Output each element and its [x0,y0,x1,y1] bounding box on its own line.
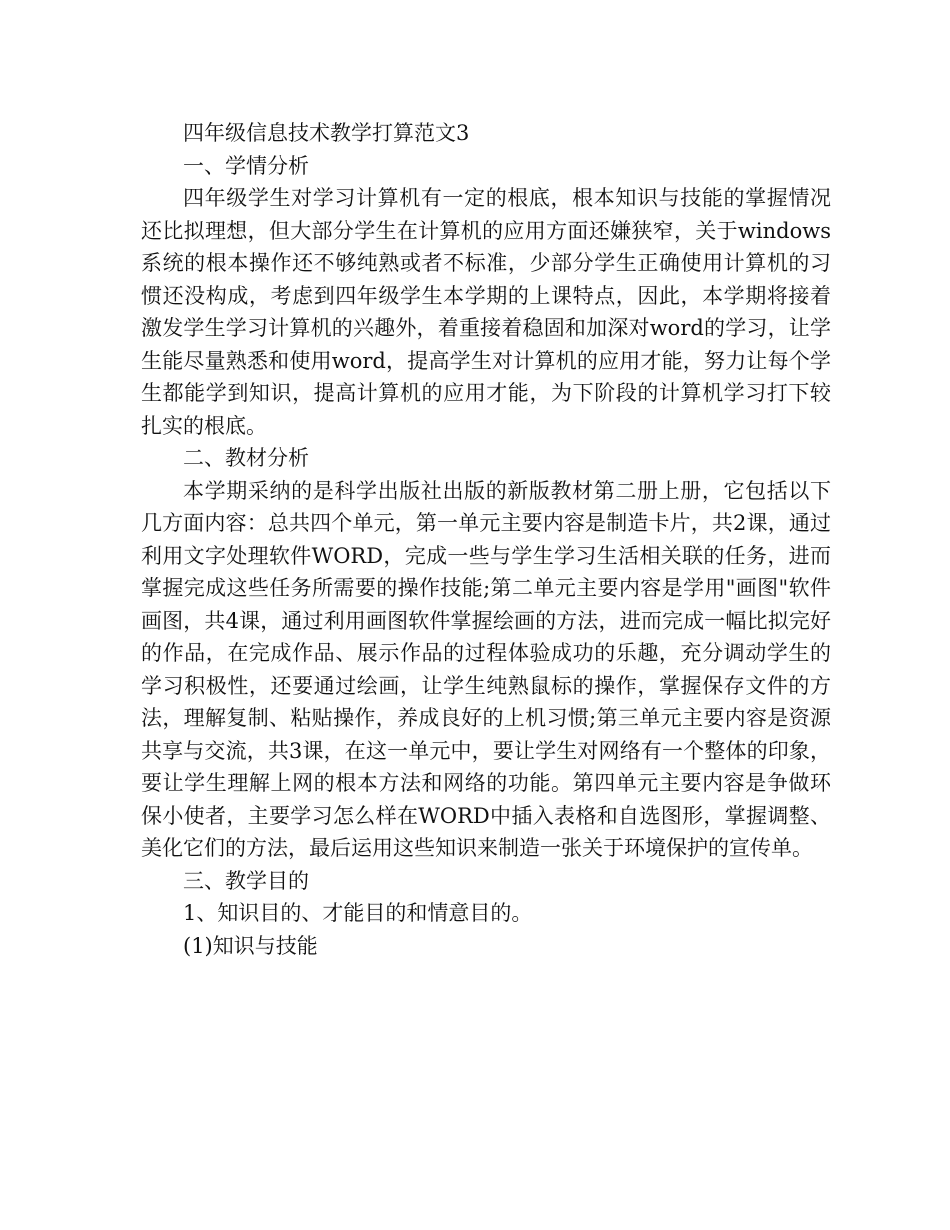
paragraph-learning-analysis: 四年级学生对学习计算机有一定的根底，根本知识与技能的掌握情况还比拟理想，但大部分学生在计算机的应用方面还嫌狭窄，关于windows系统的根本操作还不够纯熟或者不标准，少部分学生正确使用计算机的习惯还没构成，考虑到四年级学生本学期的上课特点，因此，本学期将接着激发学生学习计算机的兴趣外，着重接着稳固和加深对word的学习，让学生能尽量熟悉和使用word，提高学生对计算机的应用才能，努力让每个学生都能学到知识，提高计算机的应用才能，为下阶段的计算机学习打下较扎实的根底。 [141,186,831,438]
goal-item-1: 1、知识目的、才能目的和情意目的。 [183,901,533,925]
section-heading-teaching-goals: 三、教学目的 [183,868,309,893]
section-heading-learning-analysis: 一、学情分析 [183,153,309,178]
document-title: 四年级信息技术教学打算范文3 [183,121,470,145]
paragraph-textbook-analysis: 本学期采纳的是科学出版社出版的新版教材第二册上册，它包括以下几方面内容：总共四个单元，第一单元主要内容是制造卡片，共2课，通过利用文字处理软件WORD，完成一些与学生学习生活相关联的任务，进而掌握完成这些任务所需要的操作技能;第二单元主要内容是学用"画图"软件画图，共4课，通过利用画图软件掌握绘画的方法，进而完成一幅比拟完好的作品，在完成作品、展示作品的过程体验成功的乐趣，充分调动学生的学习积极性，还要通过绘画，让学生纯熟鼠标的操作，掌握保存文件的方法，理解复制、粘贴操作，养成良好的上机习惯;第三单元主要内容是资源共享与交流，共3课，在这一单元中，要让学生对网络有一个整体的印象，要让学生理解上网的根本方法和网络的功能。第四单元主要内容是争做环保小使者，主要学习怎么样在WORD中插入表格和自选图形，掌握调整、美化它们的方法，最后运用这些知识来制造一张关于环境保护的宣传单。 [141,478,831,860]
document-body [141,117,831,962]
section-heading-textbook-analysis: 二、教材分析 [183,446,309,470]
goal-subitem-knowledge-skills: (1)知识与技能 [183,933,318,958]
